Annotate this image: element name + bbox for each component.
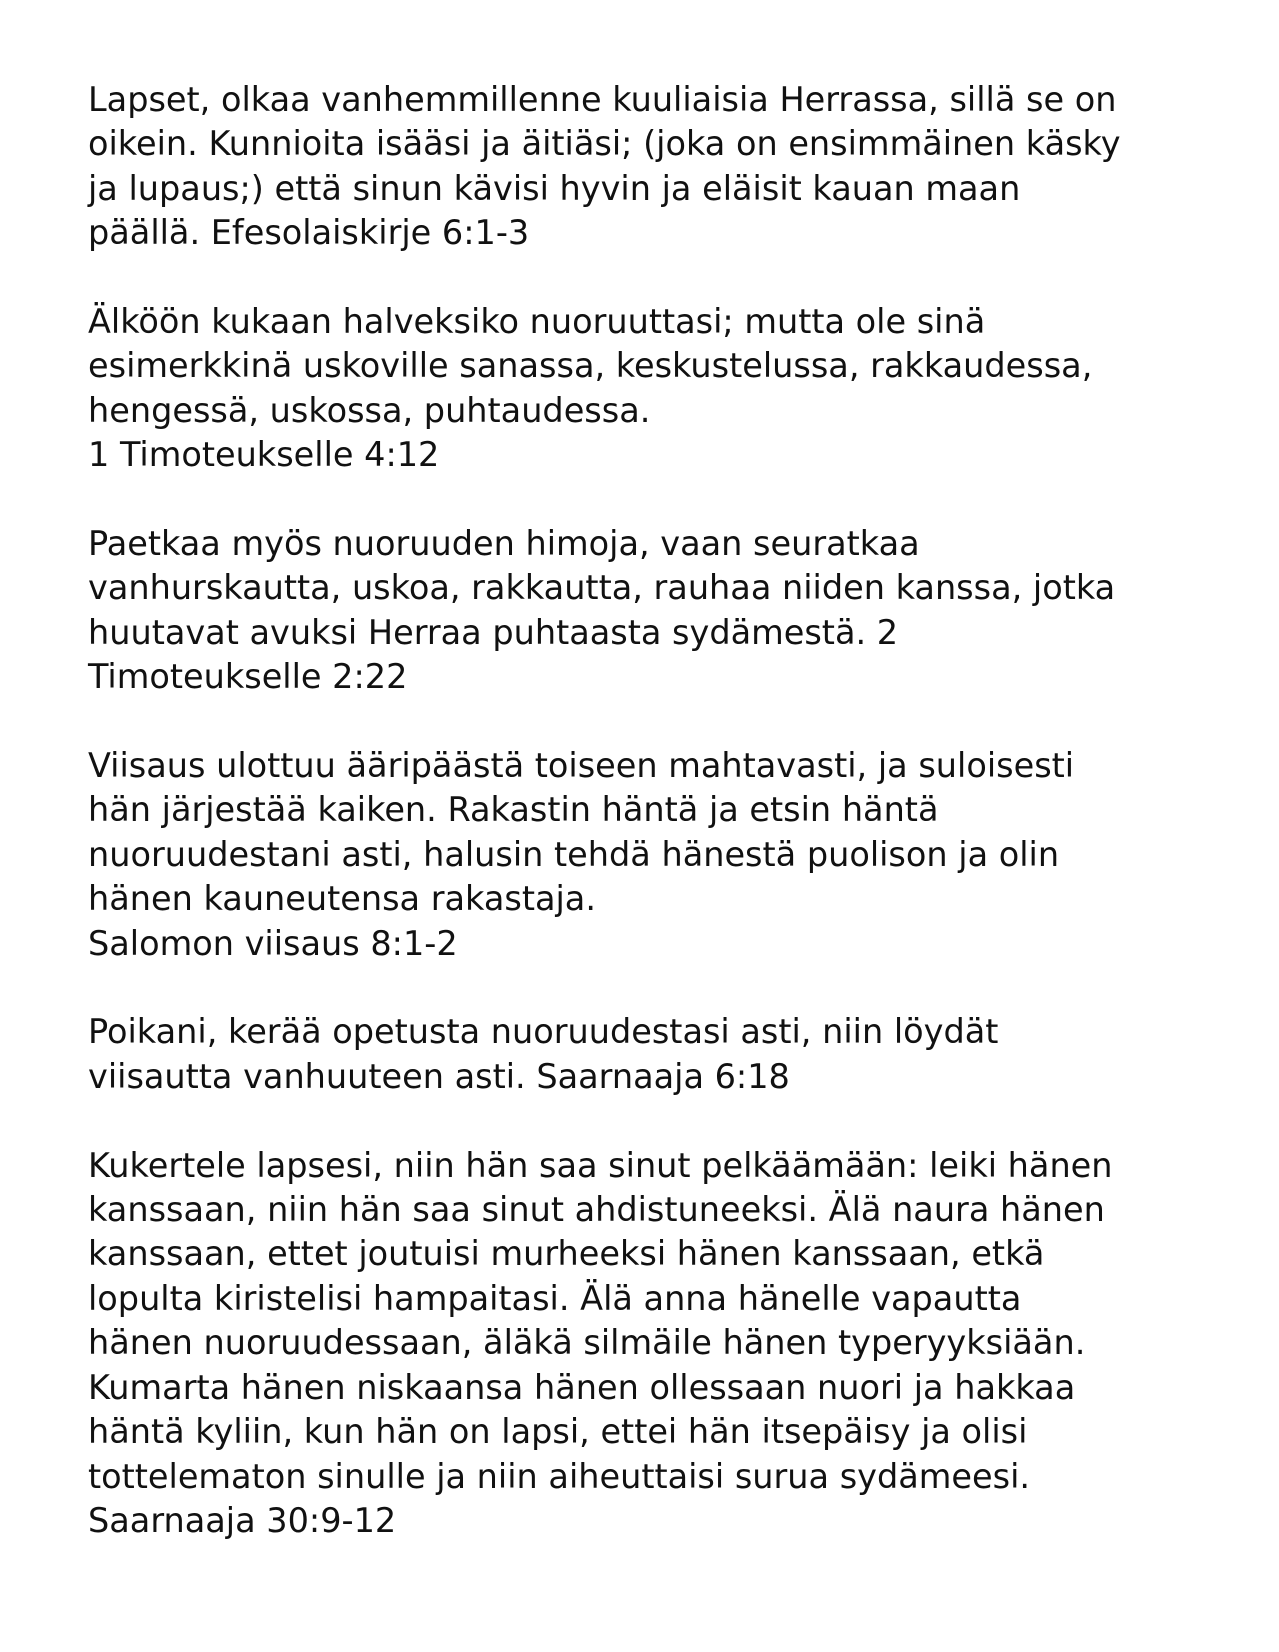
paragraph-salomon-viisaus [88,744,1248,966]
paragraph-1-timoteukselle [88,300,1248,478]
text-line: Salomon viisaus 8:1-2 [88,923,458,963]
text-line: kanssaan, ettet joutuisi murheeksi hänen kanssaan, etkä [88,1234,1045,1274]
text-line: esimerkkinä uskoville sanassa, keskustelussa, rakkaudessa, [88,346,1093,386]
text-line: tottelematon sinulle ja niin aiheuttaisi surua sydämeesi. [88,1456,1031,1496]
text-line: nuoruudestani asti, halusin tehdä hänestä puolison ja olin [88,834,1060,874]
text-line: hengessä, uskossa, puhtaudessa. [88,390,651,430]
text-line: oikein. Kunnioita isääsi ja äitiäsi; (joka on ensimmäinen käsky [88,124,1121,164]
text-line: ja lupaus;) että sinun kävisi hyvin ja eläisit kauan maan [88,168,1021,208]
paragraph-efesolaiskirje [88,78,1248,256]
text-line: Timoteukselle 2:22 [88,657,408,697]
text-line: Kukertele lapsesi, niin hän saa sinut pelkäämään: leiki hänen [88,1145,1113,1185]
text-line: Paetkaa myös nuoruuden himoja, vaan seuratkaa [88,524,920,564]
text-line: huutavat avuksi Herraa puhtaasta sydämestä. 2 [88,612,899,652]
text-line: hänen nuoruudessaan, äläkä silmäile hänen typeryyksiään. [88,1323,1086,1363]
text-line: häntä kyliin, kun hän on lapsi, ettei hän itsepäisy ja olisi [88,1412,1028,1452]
document-page [88,78,1248,1588]
text-line: Saarnaaja 30:9-12 [88,1500,397,1540]
text-line: Viisaus ulottuu ääripäästä toiseen mahtavasti, ja suloisesti [88,746,1075,786]
text-line: Lapset, olkaa vanhemmillenne kuuliaisia Herrassa, sillä se on [88,80,1117,119]
text-line: Kumarta hänen niskaansa hänen ollessaan nuori ja hakkaa [88,1367,1076,1407]
text-line: kanssaan, niin hän saa sinut ahdistuneeksi. Älä naura hänen [88,1190,1105,1230]
text-line: viisautta vanhuuteen asti. Saarnaaja 6:18 [88,1056,790,1096]
paragraph-saarnaaja-6 [88,1010,1248,1099]
paragraph-saarnaaja-30 [88,1144,1248,1544]
text-line: hän järjestää kaiken. Rakastin häntä ja etsin häntä [88,790,939,830]
text-line: hänen kauneutensa rakastaja. [88,879,596,919]
text-line: Älköön kukaan halveksiko nuoruuttasi; mutta ole sinä [88,302,986,342]
text-line: 1 Timoteukselle 4:12 [88,435,440,475]
paragraph-2-timoteukselle [88,522,1248,700]
text-line: lopulta kiristelisi hampaitasi. Älä anna hänelle vapautta [88,1278,1022,1318]
text-line: päällä. Efesolaiskirje 6:1-3 [88,213,530,253]
text-line: vanhurskautta, uskoa, rakkautta, rauhaa niiden kanssa, jotka [88,568,1116,608]
text-line: Poikani, kerää opetusta nuoruudestasi asti, niin löydät [88,1012,999,1052]
